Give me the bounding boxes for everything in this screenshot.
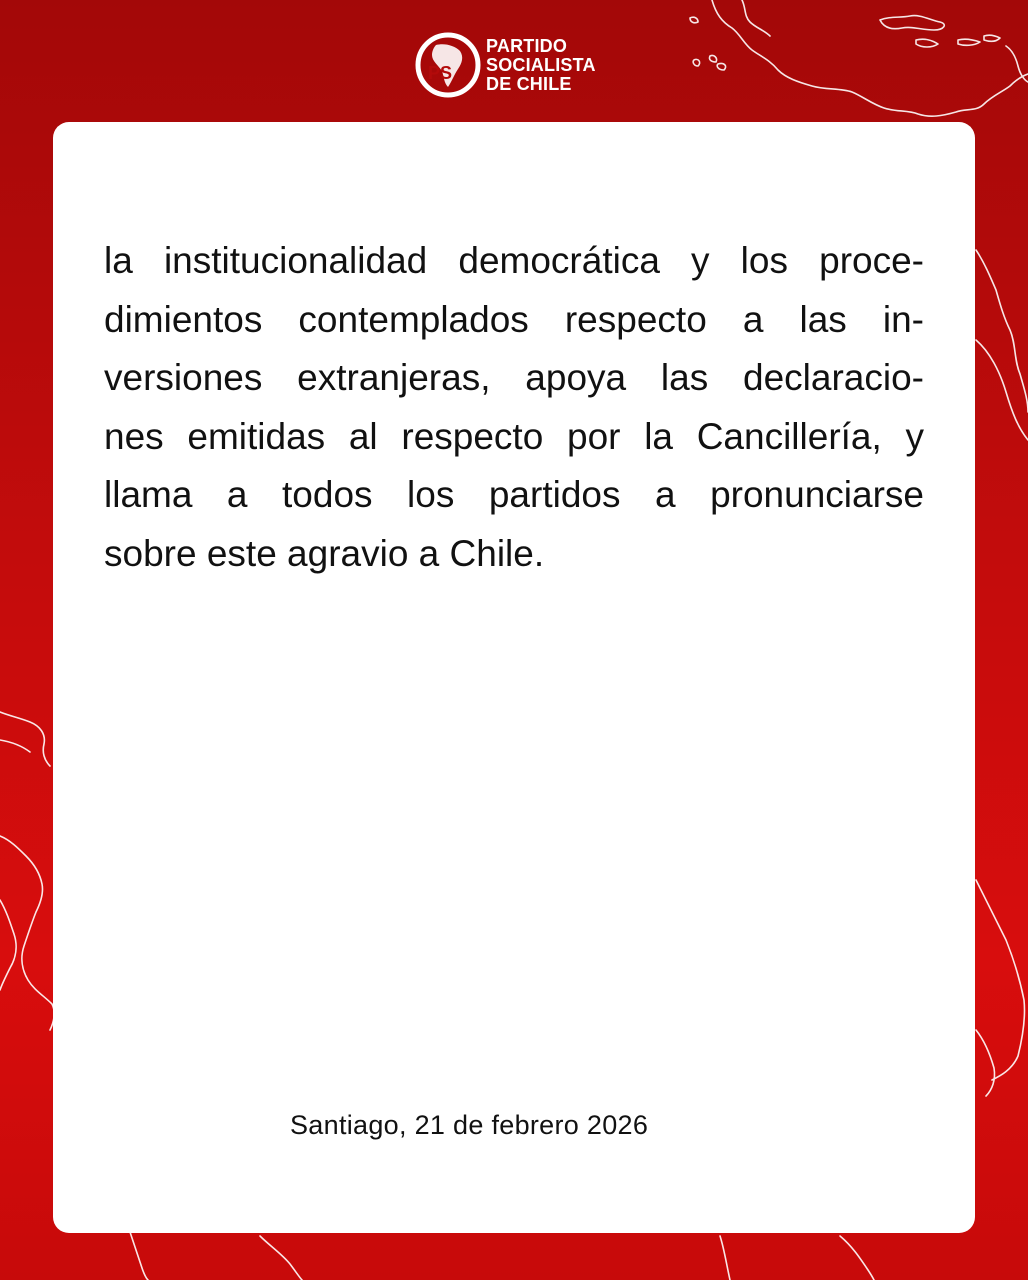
statement-line-5: llama a todos los partidos a pronunciarse — [104, 474, 924, 515]
party-name-line-1: PARTIDO — [486, 35, 568, 56]
statement-line-4: nes emitidas al respecto por la Cancillería, y — [104, 415, 924, 457]
statement-line-3: versiones extranjeras, apoya las declaracio- — [104, 357, 924, 398]
statement-line-1: la institucionalidad democrática y los proce- — [104, 240, 924, 281]
party-emblem-icon — [414, 31, 482, 99]
party-name-line-2: SOCIALISTA — [486, 54, 596, 75]
party-name — [486, 37, 596, 94]
logo-letter-p: PS — [428, 63, 453, 83]
statement-card — [53, 122, 975, 1233]
statement-line-2: dimientos contemplados respecto a las in- — [104, 298, 924, 340]
party-name-line-3: DE CHILE — [486, 73, 572, 94]
party-logo — [414, 30, 596, 100]
date-line: Santiago, 21 de febrero 2026 — [290, 1110, 649, 1140]
statement-text — [104, 232, 924, 583]
statement-line-6: sobre este agravio a Chile. — [104, 532, 545, 574]
